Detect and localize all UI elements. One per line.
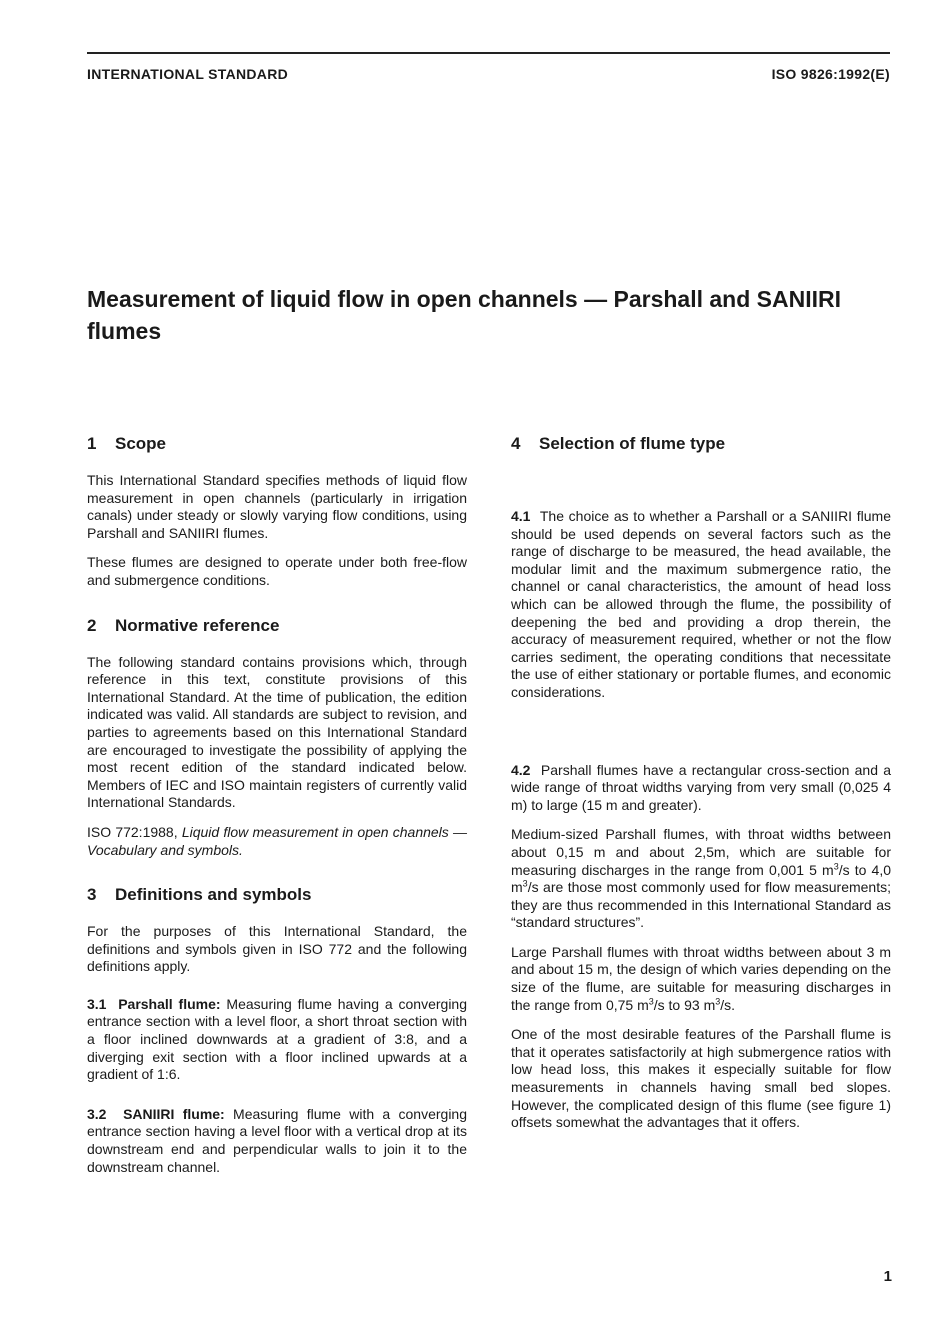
superscript: 3 bbox=[833, 860, 839, 871]
superscript: 3 bbox=[715, 996, 721, 1006]
defined-term: Parshall flume: bbox=[118, 995, 221, 1012]
definition-3-1 bbox=[87, 996, 467, 1084]
header-rule bbox=[87, 52, 890, 54]
defined-term: SANIIRI flume: bbox=[123, 1105, 225, 1122]
definitions-paragraph: For the purposes of this International Standard, the definitions and symbols given in ISO 772 and the following definitions apply. bbox=[87, 923, 467, 975]
section-title: Definitions and symbols bbox=[115, 885, 312, 905]
definition-text: Measuring flume with a converging entrance section having a level floor with a vertical drop at its downstream end and perpendicular walls to join it to the downstream channel. bbox=[87, 1105, 468, 1175]
text-segment: /s. bbox=[720, 996, 736, 1013]
section-heading-normative-reference bbox=[87, 614, 467, 638]
clause-number: 3.1 bbox=[87, 995, 107, 1012]
clause-text: The choice as to whether a Parshall or a SANIIRI flume should be used depends on several factors such as the range of discharge to be measured, the head available, the modular limit and the maximum submergence ratio, the channel or canal characteristics, the amount of head loss which can be allowed through the flume, the possibility of deepening the bed and providing a drop therein, the accuracy of measurement required, whether or not the flow carries sediment, the operating conditions that necessitate the use of either stationary or portable flumes, and economic considerations. bbox=[511, 508, 891, 700]
section-heading-scope bbox=[87, 432, 467, 456]
reference-title: Liquid flow measurement in open channels — Vocabulary and symbols. bbox=[87, 823, 468, 858]
large-flumes-paragraph bbox=[511, 944, 891, 1014]
text-segment: Medium-sized Parshall flumes, with throat widths between about 0,15 m and about 2,5m, which are suitable for measuring discharges in the range from 0,001 5 m bbox=[511, 826, 891, 878]
definition-3-2 bbox=[87, 1106, 467, 1176]
clause-number: 4.1 bbox=[511, 508, 531, 524]
text-segment: /s to 93 m bbox=[653, 996, 716, 1013]
normative-reference-entry bbox=[87, 824, 467, 859]
text-segment: /s to 4,0 m bbox=[511, 861, 891, 896]
advantages-paragraph: One of the most desirable features of the Parshall flume is that it operates satisfactorily at high submergence ratios with low head loss, this makes it especially suitable for flow measurements in channels having small bed slopes. However, the complicated design of this flume (see figure 1) offsets somewhat the advantages that it offers. bbox=[511, 1026, 891, 1131]
text-segment: Large Parshall flumes with throat widths between about 3 m and about 15 m, the design of which varies depending on the size of the flume, are suitable for measuring discharges in the range from 0,75 m bbox=[511, 943, 891, 1013]
clause-number: 4.2 bbox=[511, 761, 531, 778]
section-title: Selection of flume type bbox=[539, 434, 726, 453]
scope-paragraph-1: This International Standard specifies methods of liquid flow measurement in open channels (particularly in irrigation canals) under steady or slowly varying flow conditions, using Parshall and SANIIRI flumes. bbox=[87, 472, 467, 541]
section-heading-definitions bbox=[87, 883, 467, 907]
superscript: 3 bbox=[648, 996, 654, 1006]
superscript: 3 bbox=[522, 878, 528, 889]
document-type-label: INTERNATIONAL STANDARD bbox=[87, 66, 289, 82]
clause-4-1 bbox=[511, 508, 891, 702]
page-number: 1 bbox=[883, 1268, 892, 1285]
standard-number: ISO 9826:1992(E) bbox=[771, 66, 890, 82]
right-column bbox=[511, 432, 891, 1144]
clause-4-2 bbox=[511, 762, 891, 815]
section-title: Normative reference bbox=[115, 615, 280, 635]
section-number: 3 bbox=[87, 885, 97, 905]
reference-code: ISO 772:1988, bbox=[87, 823, 178, 840]
left-column bbox=[87, 432, 467, 1188]
clause-number: 3.2 bbox=[87, 1105, 107, 1122]
section-number: 2 bbox=[87, 615, 97, 635]
text-segment: /s are those most commonly used for flow measurements; they are thus recommended in this International Standard as “standard structures”. bbox=[511, 879, 891, 931]
definition-text: Measuring flume having a converging entrance section with a level floor, a short throat section with a floor inclined downwards at a gradient of 3:8, and a diverging exit section with a floor inclined upwards at a gradient of 1:6. bbox=[87, 995, 468, 1083]
section-title: Scope bbox=[115, 434, 167, 453]
medium-flumes-paragraph bbox=[511, 826, 891, 932]
clause-text: Parshall flumes have a rectangular cross-section and a wide range of throat widths varying from very small (0,025 4 m) to large (15 m and greater). bbox=[511, 761, 892, 813]
scope-paragraph-2: These flumes are designed to operate under both free-flow and submergence conditions. bbox=[87, 554, 467, 588]
section-heading-selection bbox=[511, 432, 891, 456]
document-title: Measurement of liquid flow in open channels — Parshall and SANIIRI flumes bbox=[87, 286, 842, 344]
section-number: 4 bbox=[511, 434, 521, 453]
section-number: 1 bbox=[87, 434, 97, 453]
normative-paragraph: The following standard contains provisions which, through reference in this text, constitute provisions of this International Standard. At the time of publication, the edition indicated was valid. All standards are subject to revision, and parties to agreements based on this International Standard are encouraged to investigate the possibility of applying the most recent edition of the standard indicated below. Members of IEC and ISO maintain registers of currently valid International Standards. bbox=[87, 653, 467, 811]
